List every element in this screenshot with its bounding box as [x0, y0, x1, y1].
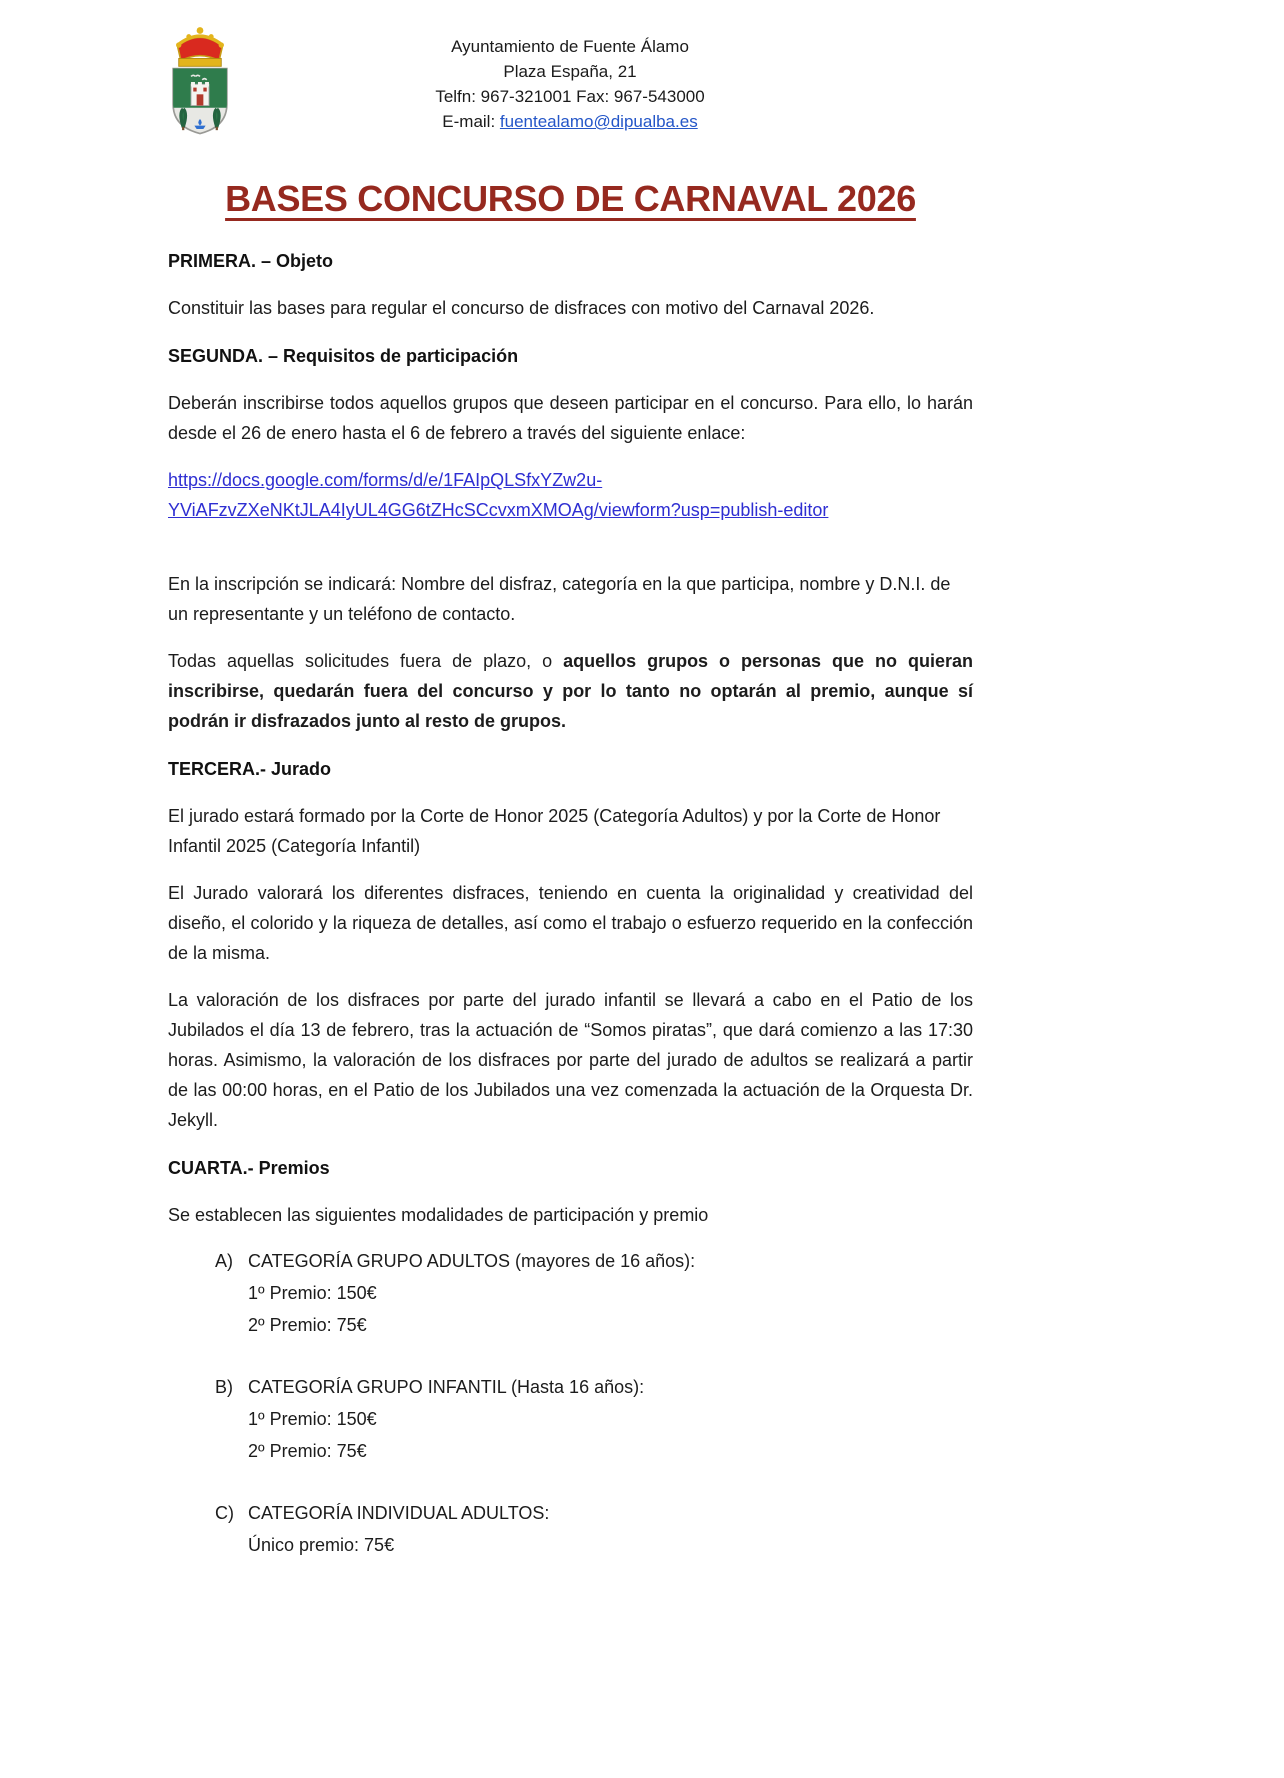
category-marker: B) — [215, 1377, 233, 1397]
section-heading-tercera: TERCERA.- Jurado — [168, 759, 332, 779]
fuera-de-plazo-regular: Todas aquellas solicitudes fuera de plazo, o — [168, 651, 564, 671]
paragraph-inscripcion-plazo: Deberán inscribirse todos aquellos grupos que deseen participar en el concurso. Para ello, lo harán desde el 26 de enero hasta el 6 de febrero a través del siguiente enlace: — [168, 393, 973, 443]
header-contact-block — [260, 26, 880, 134]
category-marker: A) — [215, 1251, 233, 1271]
form-link-block — [168, 465, 973, 525]
category-item-adultos-grupo — [168, 1246, 973, 1340]
document-title: BASES CONCURSO DE CARNAVAL 2026 — [225, 178, 916, 219]
email-label: E-mail: — [442, 112, 500, 131]
category-title: CATEGORÍA INDIVIDUAL ADULTOS: — [248, 1503, 550, 1523]
category-title: CATEGORÍA GRUPO ADULTOS (mayores de 16 años): — [248, 1251, 696, 1271]
paragraph-jurado-valoracion: El Jurado valorará los diferentes disfraces, teniendo en cuenta la originalidad y creatividad del diseño, el colorido y la riqueza de detalles, así como el trabajo o esfuerzo requerido en la confección de la misma. — [168, 883, 973, 963]
category-item-infantil-grupo — [168, 1372, 973, 1466]
categories-list — [168, 1246, 973, 1560]
fuera-de-plazo-bold: aquellos grupos o personas que no quieran inscribirse, quedarán fuera del concurso y por lo tanto no optarán al premio, aunque sí podrán ir disfrazados junto al resto de grupos. — [168, 651, 973, 731]
document-body — [168, 246, 973, 1560]
section-heading-primera: PRIMERA. – Objeto — [168, 251, 334, 271]
section-heading-cuarta: CUARTA.- Premios — [168, 1158, 330, 1178]
org-email-line — [260, 109, 880, 134]
form-link-line2: YViAFzvZXeNKtJLA4IyUL4GG6tZHcSCcvxmXMOAg/viewform?usp=publish-editor — [168, 500, 829, 520]
prize-line: Único premio: 75€ — [248, 1535, 395, 1555]
category-head — [168, 1372, 973, 1402]
org-name: Ayuntamiento de Fuente Álamo — [451, 37, 689, 56]
category-head — [168, 1498, 973, 1528]
registration-form-link[interactable] — [168, 470, 828, 520]
paragraph-modalidades-intro: Se establecen las siguientes modalidades de participación y premio — [168, 1205, 709, 1225]
paragraph-objeto: Constituir las bases para regular el concurso de disfraces con motivo del Carnaval 2026. — [168, 298, 875, 318]
email-link[interactable]: fuentealamo@dipualba.es — [499, 112, 698, 131]
paragraph-valoracion-horarios: La valoración de los disfraces por parte del jurado infantil se llevará a cabo en el Patio de los Jubilados el día 13 de febrero, tras la actuación de “Somos piratas”, que dará comienzo a las 17:30 horas. Asimismo, la valoración de los disfraces por parte del jurado de adultos se realizará a partir de las 00:00 horas, en el Patio de los Jubilados una vez comenzada la actuación de la Orquesta Dr. Jekyll. — [168, 990, 973, 1130]
section-heading-segunda: SEGUNDA. – Requisitos de participación — [168, 346, 519, 366]
document-header — [140, 26, 880, 138]
prize-line: 2º Premio: 75€ — [248, 1441, 367, 1461]
category-marker: C) — [215, 1503, 234, 1523]
category-item-individual-adultos — [168, 1498, 973, 1560]
prize-line: 1º Premio: 150€ — [248, 1283, 377, 1303]
form-link-line1: https://docs.google.com/forms/d/e/1FAIpQLSfxYZw2u- — [168, 470, 603, 490]
title-row — [168, 178, 973, 220]
paragraph-datos-inscripcion: En la inscripción se indicará: Nombre del disfraz, categoría en la que participa, nombre y D.N.I. de un representante y un teléfono de contacto. — [168, 574, 951, 624]
paragraph-jurado-composicion: El jurado estará formado por la Corte de Honor 2025 (Categoría Adultos) y por la Corte de Honor Infantil 2025 (Categoría Infantil) — [168, 806, 941, 856]
prize-line: 1º Premio: 150€ — [248, 1409, 377, 1429]
category-title: CATEGORÍA GRUPO INFANTIL (Hasta 16 años): — [248, 1377, 645, 1397]
paragraph-fuera-de-plazo — [168, 646, 973, 736]
coat-of-arms-icon — [140, 26, 260, 138]
org-phone-fax: Telfn: 967-321001 Fax: 967-543000 — [435, 87, 705, 106]
prize-line: 2º Premio: 75€ — [248, 1315, 367, 1335]
org-address: Plaza España, 21 — [503, 62, 637, 81]
category-head — [168, 1246, 973, 1276]
